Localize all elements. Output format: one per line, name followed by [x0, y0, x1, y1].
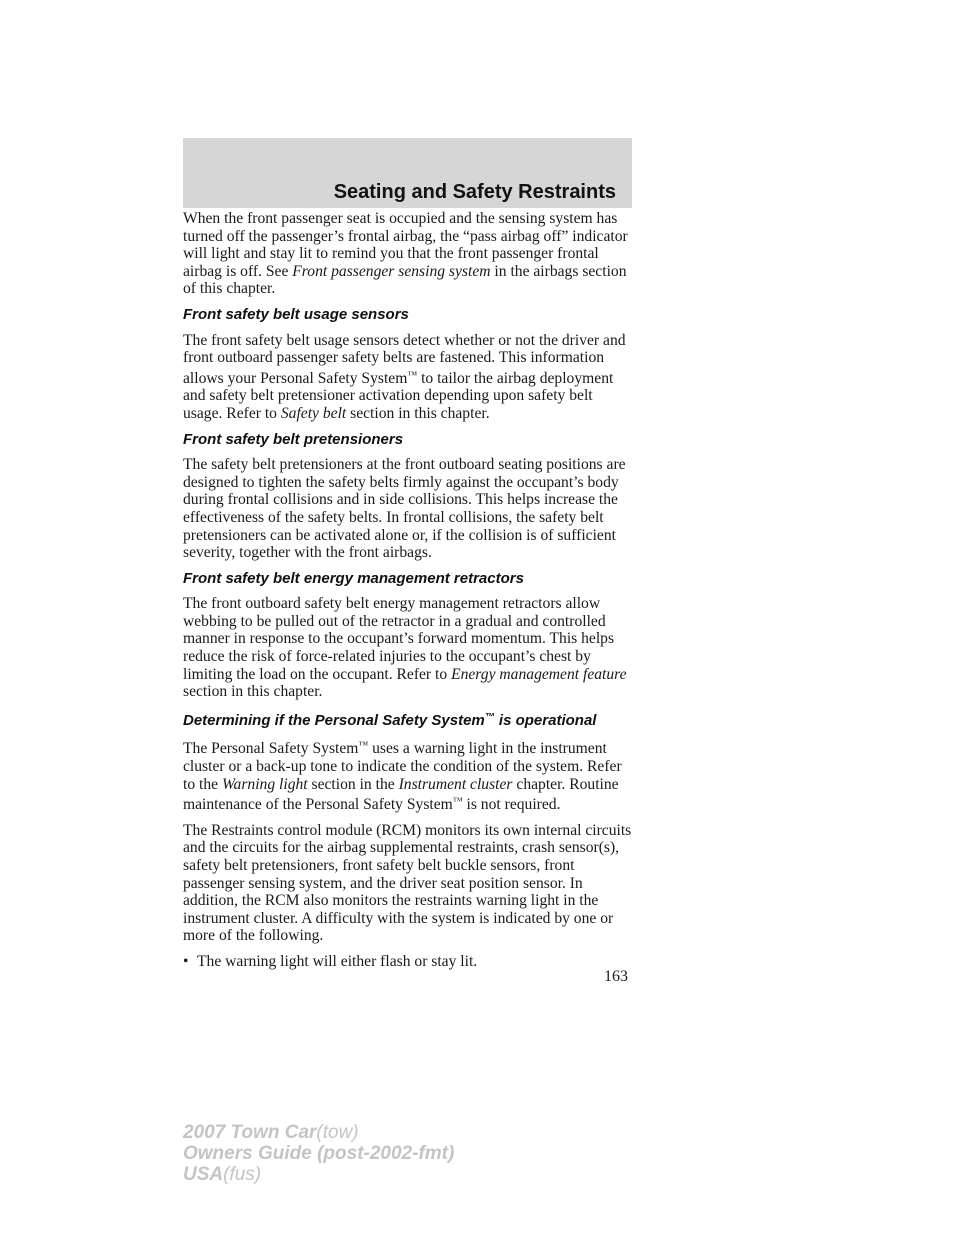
paragraph-rcm-monitoring: The Restraints control module (RCM) monitors its own internal circuits and the circuits for the airbag supplemental restraints, crash sensor(s), safety belt pretensioners, front safety belt buckle sensors, front passenger sensing system, and the driver seat position sensor. In addition, the RCM also monitors the restraints warning light in the instrument cluster. A difficulty with the system is indicated by one or more of the following.: [183, 821, 632, 945]
reference-front-passenger-sensing: Front passenger sensing system: [292, 262, 491, 280]
page-content: [183, 210, 632, 971]
reference-warning-light: Warning light: [221, 775, 308, 793]
section-header-band: [183, 138, 632, 208]
reference-safety-belt: Safety belt: [280, 404, 347, 422]
reference-instrument-cluster: Instrument cluster: [398, 775, 513, 793]
trademark-symbol: ™: [358, 740, 369, 752]
bullet-icon: •: [183, 952, 189, 970]
list-item: [183, 953, 632, 971]
paragraph-pass-airbag-off: When the front passenger seat is occupied and the sensing system has turned off the passenger’s frontal airbag, the “pass airbag off” indicator will light and stay lit to remind you that the front passenger frontal airbag is off. See Front passenger sensing system in the airbags section of this chapter.: [183, 210, 628, 298]
trademark-symbol: ™: [407, 369, 418, 381]
trademark-symbol: ™: [484, 711, 495, 723]
footer-line-2: Owners Guide (post-2002-fmt): [183, 1143, 455, 1164]
heading-belt-pretensioners: Front safety belt pretensioners: [183, 430, 404, 448]
heading-belt-usage-sensors: Front safety belt usage sensors: [183, 305, 409, 323]
trademark-symbol: ™: [452, 796, 463, 808]
paragraph-warning-light: The Personal Safety System™ uses a warning light in the instrument cluster or a back-up tone to indicate the condition of the system. Refer to the Warning light section in the Instrument cluster chapter. Routine maintenance of the Personal Safety System™ is not required.: [183, 740, 622, 814]
page-number: 163: [604, 968, 628, 985]
paragraph-belt-pretensioners: The safety belt pretensioners at the front outboard seating positions are designed to tighten the safety belts firmly against the occupant’s body during frontal collisions and in side collisions. This helps increase the effectiveness of the safety belts. In frontal collisions, the safety belt pretensioners can be activated alone or, if the collision is of sufficient severity, together with the front airbags.: [183, 456, 626, 562]
reference-energy-management: Energy management feature: [451, 665, 627, 683]
footer-line-1: 2007 Town Car(tow): [183, 1122, 359, 1143]
bullet-text: The warning light will either flash or stay lit.: [197, 952, 478, 970]
heading-energy-management-retractors: Front safety belt energy management retractors: [183, 569, 524, 587]
paragraph-energy-management-retractors: The front outboard safety belt energy management retractors allow webbing to be pulled out of the retractor in a gradual and controlled manner in response to the occupant’s forward momentum. This helps reduce the risk of force-related injuries to the occupant’s chest by limiting the load on the occupant. Refer to Energy management feature section in this chapter.: [183, 595, 627, 701]
document-footer: [183, 1122, 454, 1185]
heading-system-operational: Determining if the Personal Safety System™ is operational: [183, 711, 597, 729]
section-title: Seating and Safety Restraints: [333, 181, 616, 203]
footer-line-3: USA(fus): [183, 1164, 262, 1185]
paragraph-belt-usage-sensors: The front safety belt usage sensors detect whether or not the driver and front outboard passenger safety belts are fastened. This information allows your Personal Safety System™ to tailor the airbag deployment and safety belt pretensioner activation depending upon safety belt usage. Refer to Safety belt section in this chapter.: [183, 331, 626, 422]
